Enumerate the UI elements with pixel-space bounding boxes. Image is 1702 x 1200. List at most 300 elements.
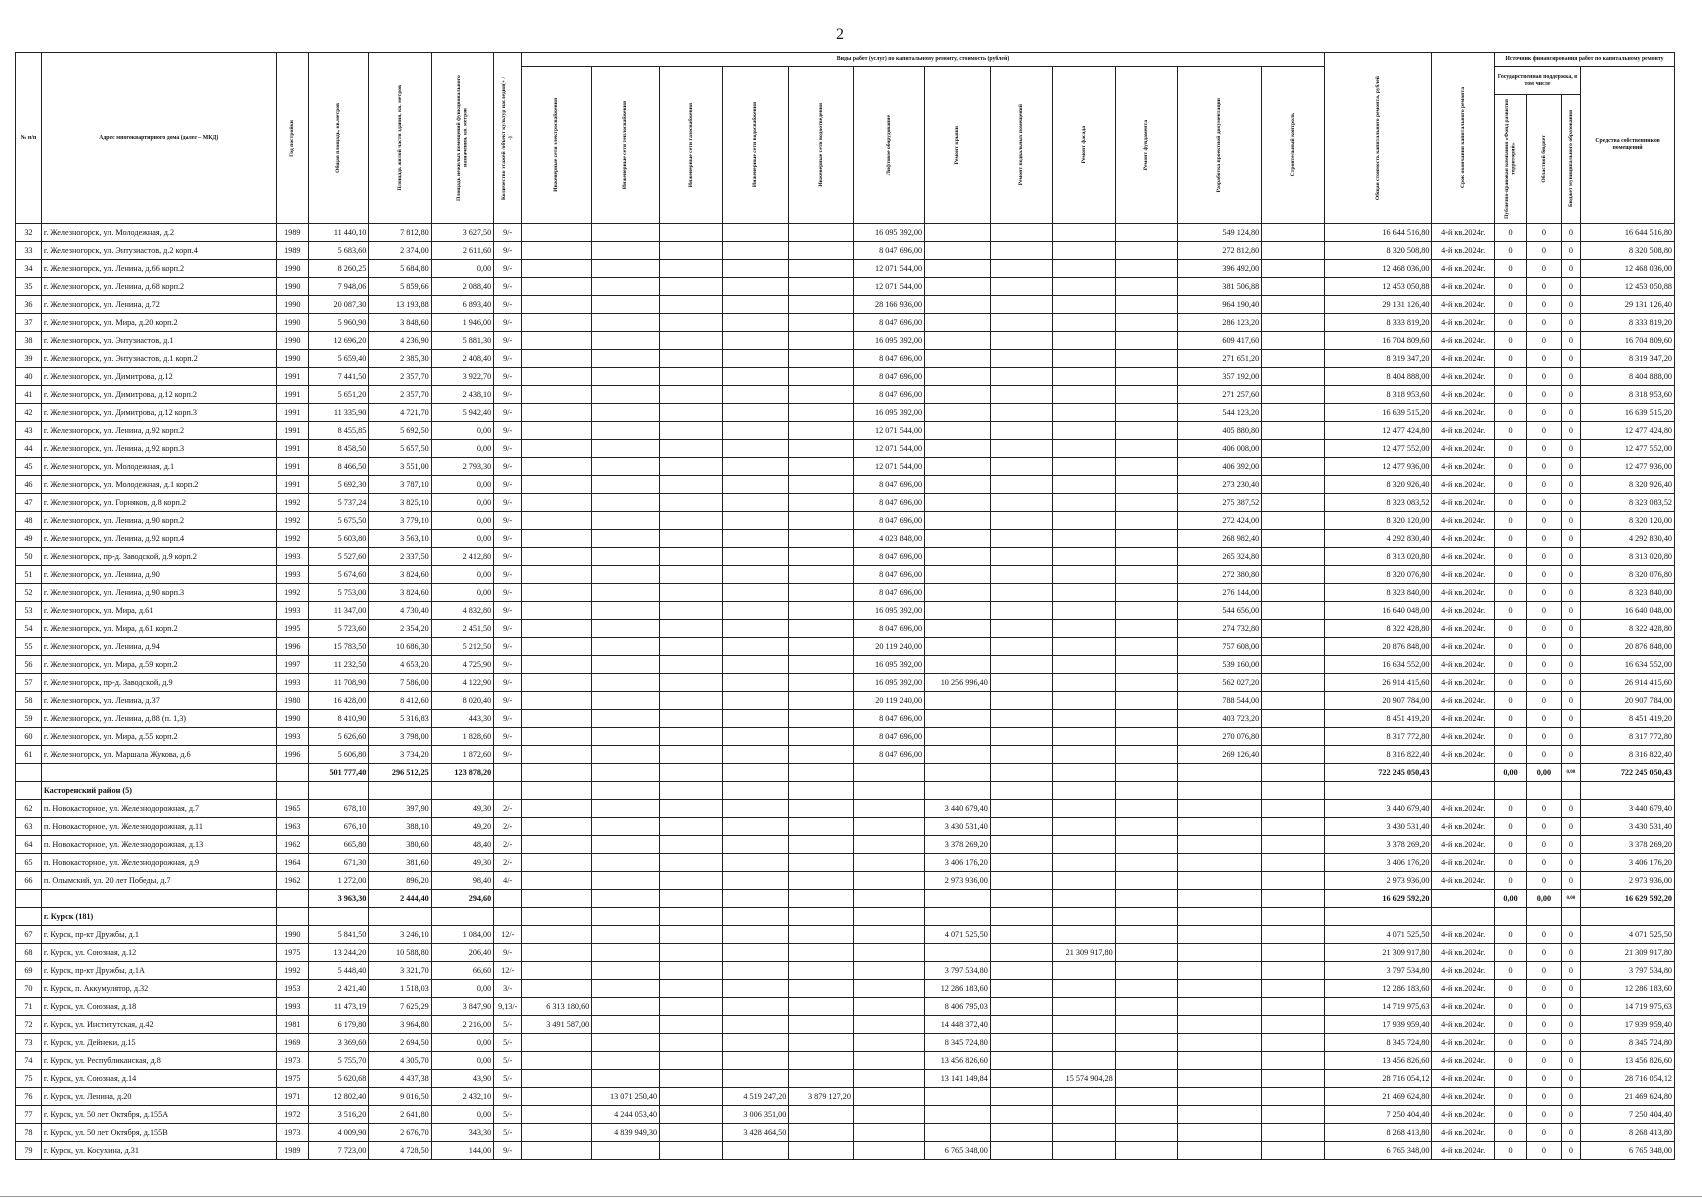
cell-ctrl (1262, 728, 1325, 746)
cell-gas (660, 710, 722, 728)
cell-water (722, 728, 789, 746)
cell-fund: 0 (1494, 1070, 1526, 1088)
cell-floors: 9/- (494, 296, 522, 314)
cell-reg: 0 (1527, 494, 1561, 512)
cell-total: 8 455,85 (308, 422, 368, 440)
cell-living: 7 625,29 (369, 998, 431, 1016)
cell-gas (660, 1142, 722, 1160)
cell-base (990, 314, 1052, 332)
cell-fund: 0 (1494, 494, 1526, 512)
cell-own: 8 317 772,80 (1581, 728, 1675, 746)
cell-year: 1993 (276, 602, 308, 620)
cell-drain (789, 422, 854, 440)
subtotal-heat (592, 764, 660, 782)
cell-drain (789, 260, 854, 278)
cell-drain (789, 476, 854, 494)
cell-gas (660, 854, 722, 872)
cell-el (522, 818, 592, 836)
cell-n: 67 (16, 926, 42, 944)
cell-water (722, 872, 789, 890)
cell-ctrl (1262, 494, 1325, 512)
cell-addr: г. Железногорск, ул. Энтузиастов, д.2 корп.4 (41, 242, 276, 260)
cell-reg: 0 (1527, 854, 1561, 872)
cell-water (722, 458, 789, 476)
cell-loc: 0 (1561, 404, 1580, 422)
cell-roof (925, 458, 991, 476)
cell-living: 388,10 (369, 818, 431, 836)
cell-el (522, 1070, 592, 1088)
cell-reg: 0 (1527, 638, 1561, 656)
header-foundation: Ремонт фундамента (1115, 67, 1177, 224)
cell-el (522, 530, 592, 548)
cell-heat (592, 278, 660, 296)
cell-living: 10 686,30 (369, 638, 431, 656)
subtotal-gas (660, 764, 722, 782)
cell-addr: г. Курск, ул. 50 лет Октября, д.155В (41, 1124, 276, 1142)
table-row (16, 350, 1675, 368)
table-row (16, 1142, 1675, 1160)
cell-reg: 0 (1527, 1052, 1561, 1070)
cell-cost: 4 292 830,40 (1324, 530, 1432, 548)
cell-own: 12 477 552,00 (1581, 440, 1675, 458)
header-address: Адрес многоквартирного дома (далее – МКД) (41, 53, 276, 224)
cell-loc: 0 (1561, 800, 1580, 818)
cell-own: 8 318 953,60 (1581, 386, 1675, 404)
cell-cost: 16 704 809,60 (1324, 332, 1432, 350)
cell-living: 380,60 (369, 836, 431, 854)
cell-own: 12 286 183,60 (1581, 980, 1675, 998)
capital-repair-table-wrap (15, 52, 1675, 1155)
cell-drain (789, 548, 854, 566)
cell-term: 4-й кв.2024г. (1432, 1034, 1494, 1052)
cell-year: 1990 (276, 332, 308, 350)
cell-own: 21 469 624,80 (1581, 1088, 1675, 1106)
table-row (16, 998, 1675, 1016)
cell-found (1115, 1088, 1177, 1106)
cell-base (990, 836, 1052, 854)
cell-fund: 0 (1494, 548, 1526, 566)
empty-cell (789, 908, 854, 926)
header-control: Строительный контроль (1262, 67, 1325, 224)
cell-n: 79 (16, 1142, 42, 1160)
cell-total: 3 369,60 (308, 1034, 368, 1052)
cell-reg: 0 (1527, 926, 1561, 944)
cell-fund: 0 (1494, 944, 1526, 962)
cell-cost: 8 323 083,52 (1324, 494, 1432, 512)
subtotal-el (522, 890, 592, 908)
cell-facade (1053, 872, 1115, 890)
cell-reg: 0 (1527, 296, 1561, 314)
cell-total: 5 683,60 (308, 242, 368, 260)
header-term: Срок окончания капитального ремонта (1432, 53, 1494, 224)
subtotal-reg: 0,00 (1527, 764, 1561, 782)
empty-cell (660, 908, 722, 926)
cell-drain (789, 440, 854, 458)
cell-reg: 0 (1527, 278, 1561, 296)
cell-design: 272 424,00 (1178, 512, 1262, 530)
subtotal-nonliving: 123 878,20 (431, 764, 493, 782)
cell-lift: 28 166 936,00 (853, 296, 924, 314)
cell-facade (1053, 854, 1115, 872)
empty-cell (431, 782, 493, 800)
cell-water (722, 584, 789, 602)
cell-design: 964 190,40 (1178, 296, 1262, 314)
table-row (16, 674, 1675, 692)
cell-facade (1053, 656, 1115, 674)
cell-roof: 8 406 795,03 (925, 998, 991, 1016)
cell-cost: 12 477 936,00 (1324, 458, 1432, 476)
cell-base (990, 440, 1052, 458)
cell-addr: г. Железногорск, ул. Энтузиастов, д.1 (41, 332, 276, 350)
cell-reg: 0 (1527, 836, 1561, 854)
subtotal-addr (41, 890, 276, 908)
cell-facade (1053, 620, 1115, 638)
cell-addr: г. Курск, ул. Дейнеки, д.15 (41, 1034, 276, 1052)
cell-ctrl (1262, 638, 1325, 656)
cell-n: 36 (16, 296, 42, 314)
cell-floors: 9/- (494, 404, 522, 422)
cell-nonliving: 0,00 (431, 476, 493, 494)
subtotal-facade (1053, 890, 1115, 908)
cell-addr: г. Железногорск, ул. Молодежная, д.2 (41, 224, 276, 242)
cell-floors: 9/- (494, 584, 522, 602)
cell-base (990, 980, 1052, 998)
cell-el (522, 1142, 592, 1160)
cell-drain (789, 1124, 854, 1142)
cell-reg: 0 (1527, 1016, 1561, 1034)
cell-gas (660, 404, 722, 422)
cell-n: 49 (16, 530, 42, 548)
cell-facade (1053, 746, 1115, 764)
cell-year: 1990 (276, 314, 308, 332)
cell-floors: 9/- (494, 746, 522, 764)
cell-year: 1993 (276, 674, 308, 692)
cell-own: 12 477 936,00 (1581, 458, 1675, 476)
cell-heat (592, 818, 660, 836)
cell-drain (789, 332, 854, 350)
cell-term: 4-й кв.2024г. (1432, 872, 1494, 890)
cell-living: 3 848,60 (369, 314, 431, 332)
cell-gas (660, 332, 722, 350)
cell-own: 8 320 076,80 (1581, 566, 1675, 584)
empty-cell (1115, 782, 1177, 800)
table-row (16, 800, 1675, 818)
cell-own: 16 639 515,20 (1581, 404, 1675, 422)
cell-lift: 8 047 696,00 (853, 710, 924, 728)
cell-design (1178, 980, 1262, 998)
cell-year: 1992 (276, 962, 308, 980)
cell-heat (592, 998, 660, 1016)
cell-design (1178, 1016, 1262, 1034)
cell-floors: 5/- (494, 1070, 522, 1088)
table-row (16, 638, 1675, 656)
cell-roof (925, 224, 991, 242)
table-row (16, 1106, 1675, 1124)
table-row (16, 836, 1675, 854)
cell-term: 4-й кв.2024г. (1432, 368, 1494, 386)
cell-own: 8 345 724,80 (1581, 1034, 1675, 1052)
table-row (16, 512, 1675, 530)
cell-reg: 0 (1527, 962, 1561, 980)
header-lift: Лифтовое оборудование (853, 67, 924, 224)
subtotal-drain (789, 890, 854, 908)
cell-fund: 0 (1494, 1016, 1526, 1034)
cell-ctrl (1262, 404, 1325, 422)
cell-water (722, 710, 789, 728)
cell-fund: 0 (1494, 260, 1526, 278)
cell-addr: п. Новокасторное, ул. Железнодорожная, д.9 (41, 854, 276, 872)
cell-heat (592, 530, 660, 548)
cell-base (990, 368, 1052, 386)
cell-year: 1990 (276, 710, 308, 728)
cell-own: 8 322 428,80 (1581, 620, 1675, 638)
cell-fund: 0 (1494, 242, 1526, 260)
cell-gas (660, 494, 722, 512)
cell-gas (660, 962, 722, 980)
cell-term: 4-й кв.2024г. (1432, 926, 1494, 944)
cell-base (990, 818, 1052, 836)
cell-fund: 0 (1494, 332, 1526, 350)
cell-design: 544 656,00 (1178, 602, 1262, 620)
cell-heat (592, 872, 660, 890)
cell-found (1115, 872, 1177, 890)
empty-cell (1432, 908, 1494, 926)
cell-own: 2 973 936,00 (1581, 872, 1675, 890)
cell-el (522, 728, 592, 746)
cell-found (1115, 386, 1177, 404)
cell-nonliving: 49,30 (431, 800, 493, 818)
cell-floors: 2/- (494, 818, 522, 836)
cell-nonliving: 0,00 (431, 1052, 493, 1070)
cell-fund: 0 (1494, 1088, 1526, 1106)
cell-base (990, 458, 1052, 476)
cell-n: 43 (16, 422, 42, 440)
cell-found (1115, 1124, 1177, 1142)
cell-total: 7 441,50 (308, 368, 368, 386)
cell-loc: 0 (1561, 314, 1580, 332)
cell-base (990, 1106, 1052, 1124)
cell-lift: 16 095 392,00 (853, 224, 924, 242)
cell-design (1178, 962, 1262, 980)
cell-lift: 8 047 696,00 (853, 350, 924, 368)
cell-base (990, 728, 1052, 746)
cell-base (990, 854, 1052, 872)
cell-own: 8 320 926,40 (1581, 476, 1675, 494)
cell-n: 76 (16, 1088, 42, 1106)
cell-year: 1963 (276, 818, 308, 836)
cell-water (722, 530, 789, 548)
cell-loc: 0 (1561, 584, 1580, 602)
cell-nonliving: 0,00 (431, 1106, 493, 1124)
cell-addr: г. Курск, ул. Ленина, д.20 (41, 1088, 276, 1106)
cell-facade (1053, 368, 1115, 386)
table-row (16, 332, 1675, 350)
empty-cell (1053, 782, 1115, 800)
cell-addr: г. Железногорск, ул. Молодежная, д.1 (41, 458, 276, 476)
cell-addr: г. Железногорск, ул. Мира, д.55 корп.2 (41, 728, 276, 746)
cell-design: 275 387,52 (1178, 494, 1262, 512)
cell-drain (789, 1034, 854, 1052)
cell-reg: 0 (1527, 566, 1561, 584)
cell-drain (789, 1016, 854, 1034)
cell-nonliving: 1 084,00 (431, 926, 493, 944)
cell-base (990, 602, 1052, 620)
cell-nonliving: 0,00 (431, 422, 493, 440)
empty-cell (990, 782, 1052, 800)
cell-gas (660, 944, 722, 962)
cell-design (1178, 1070, 1262, 1088)
cell-heat (592, 260, 660, 278)
cell-gas (660, 530, 722, 548)
cell-year: 1991 (276, 404, 308, 422)
cell-found (1115, 548, 1177, 566)
cell-term: 4-й кв.2024г. (1432, 854, 1494, 872)
cell-drain (789, 386, 854, 404)
cell-nonliving: 4 832,80 (431, 602, 493, 620)
cell-design (1178, 872, 1262, 890)
cell-own: 16 704 809,60 (1581, 332, 1675, 350)
cell-drain (789, 692, 854, 710)
cell-cost: 3 797 534,80 (1324, 962, 1432, 980)
cell-total: 1 272,00 (308, 872, 368, 890)
header-basement: Ремонт подвальных помещений (990, 67, 1052, 224)
cell-ctrl (1262, 800, 1325, 818)
cell-ctrl (1262, 674, 1325, 692)
empty-cell (722, 782, 789, 800)
cell-gas (660, 458, 722, 476)
cell-facade (1053, 350, 1115, 368)
cell-drain: 3 879 127,20 (789, 1088, 854, 1106)
cell-el (522, 602, 592, 620)
cell-ctrl (1262, 1070, 1325, 1088)
cell-roof: 6 765 348,00 (925, 1142, 991, 1160)
cell-term: 4-й кв.2024г. (1432, 512, 1494, 530)
cell-year: 1975 (276, 944, 308, 962)
cell-living: 3 798,00 (369, 728, 431, 746)
cell-roof (925, 260, 991, 278)
cell-living: 2 641,80 (369, 1106, 431, 1124)
cell-total: 5 841,50 (308, 926, 368, 944)
cell-addr: г. Курск, ул. Союзная, д.14 (41, 1070, 276, 1088)
cell-nonliving: 0,00 (431, 566, 493, 584)
cell-gas (660, 872, 722, 890)
cell-own: 7 250 404,40 (1581, 1106, 1675, 1124)
cell-lift: 8 047 696,00 (853, 314, 924, 332)
cell-floors: 9/- (494, 278, 522, 296)
cell-addr: г. Курск, ул. Союзная, д.18 (41, 998, 276, 1016)
cell-year: 1991 (276, 386, 308, 404)
cell-n: 48 (16, 512, 42, 530)
cell-year: 1991 (276, 368, 308, 386)
cell-ctrl (1262, 710, 1325, 728)
cell-loc: 0 (1561, 476, 1580, 494)
cell-living: 8 412,60 (369, 692, 431, 710)
cell-facade (1053, 404, 1115, 422)
empty-cell (1324, 908, 1432, 926)
header-num: № п/п (16, 53, 42, 224)
cell-lift (853, 1106, 924, 1124)
cell-own: 4 292 830,40 (1581, 530, 1675, 548)
cell-heat (592, 350, 660, 368)
table-row (16, 1088, 1675, 1106)
cell-year: 1964 (276, 854, 308, 872)
empty-cell (1262, 782, 1325, 800)
cell-term: 4-й кв.2024г. (1432, 980, 1494, 998)
table-row (16, 710, 1675, 728)
cell-gas (660, 548, 722, 566)
cell-term: 4-й кв.2024г. (1432, 584, 1494, 602)
cell-loc: 0 (1561, 1070, 1580, 1088)
cell-roof: 3 430 531,40 (925, 818, 991, 836)
cell-addr: г. Железногорск, ул. Ленина, д.72 (41, 296, 276, 314)
cell-drain (789, 1142, 854, 1160)
cell-reg: 0 (1527, 440, 1561, 458)
cell-design (1178, 818, 1262, 836)
cell-gas (660, 566, 722, 584)
cell-drain (789, 530, 854, 548)
cell-floors: 5/- (494, 1052, 522, 1070)
cell-water (722, 962, 789, 980)
cell-loc: 0 (1561, 1034, 1580, 1052)
cell-drain (789, 224, 854, 242)
cell-lift (853, 836, 924, 854)
subtotal-nonliving: 294,60 (431, 890, 493, 908)
cell-ctrl (1262, 314, 1325, 332)
cell-reg: 0 (1527, 998, 1561, 1016)
cell-total: 5 753,00 (308, 584, 368, 602)
cell-floors: 12/- (494, 926, 522, 944)
cell-cost: 12 453 050,88 (1324, 278, 1432, 296)
cell-gas (660, 1034, 722, 1052)
cell-floors: 5/- (494, 1124, 522, 1142)
cell-living: 7 812,80 (369, 224, 431, 242)
cell-loc: 0 (1561, 530, 1580, 548)
cell-cost: 14 719 975,63 (1324, 998, 1432, 1016)
cell-roof: 13 141 149,84 (925, 1070, 991, 1088)
cell-floors: 9/- (494, 548, 522, 566)
cell-floors: 9/- (494, 332, 522, 350)
cell-drain (789, 602, 854, 620)
cell-year: 1971 (276, 1088, 308, 1106)
cell-nonliving: 343,30 (431, 1124, 493, 1142)
empty-cell (925, 908, 991, 926)
cell-water (722, 1034, 789, 1052)
cell-cost: 8 320 076,80 (1324, 566, 1432, 584)
cell-cost: 8 320 120,00 (1324, 512, 1432, 530)
cell-roof: 2 973 936,00 (925, 872, 991, 890)
cell-el (522, 1124, 592, 1142)
cell-base (990, 584, 1052, 602)
cell-addr: г. Железногорск, ул. Ленина, д.94 (41, 638, 276, 656)
section-row (16, 782, 1675, 800)
cell-found (1115, 728, 1177, 746)
cell-floors: 5/- (494, 1034, 522, 1052)
cell-lift: 8 047 696,00 (853, 620, 924, 638)
cell-water (722, 944, 789, 962)
subtotal-design (1178, 764, 1262, 782)
cell-lift (853, 1070, 924, 1088)
subtotal-n (16, 890, 42, 908)
cell-water (722, 368, 789, 386)
cell-ctrl (1262, 1088, 1325, 1106)
cell-water (722, 746, 789, 764)
cell-total: 15 783,50 (308, 638, 368, 656)
cell-el: 6 313 180,60 (522, 998, 592, 1016)
table-row (16, 962, 1675, 980)
section-num-cell (16, 782, 42, 800)
cell-drain (789, 584, 854, 602)
cell-found (1115, 1142, 1177, 1160)
